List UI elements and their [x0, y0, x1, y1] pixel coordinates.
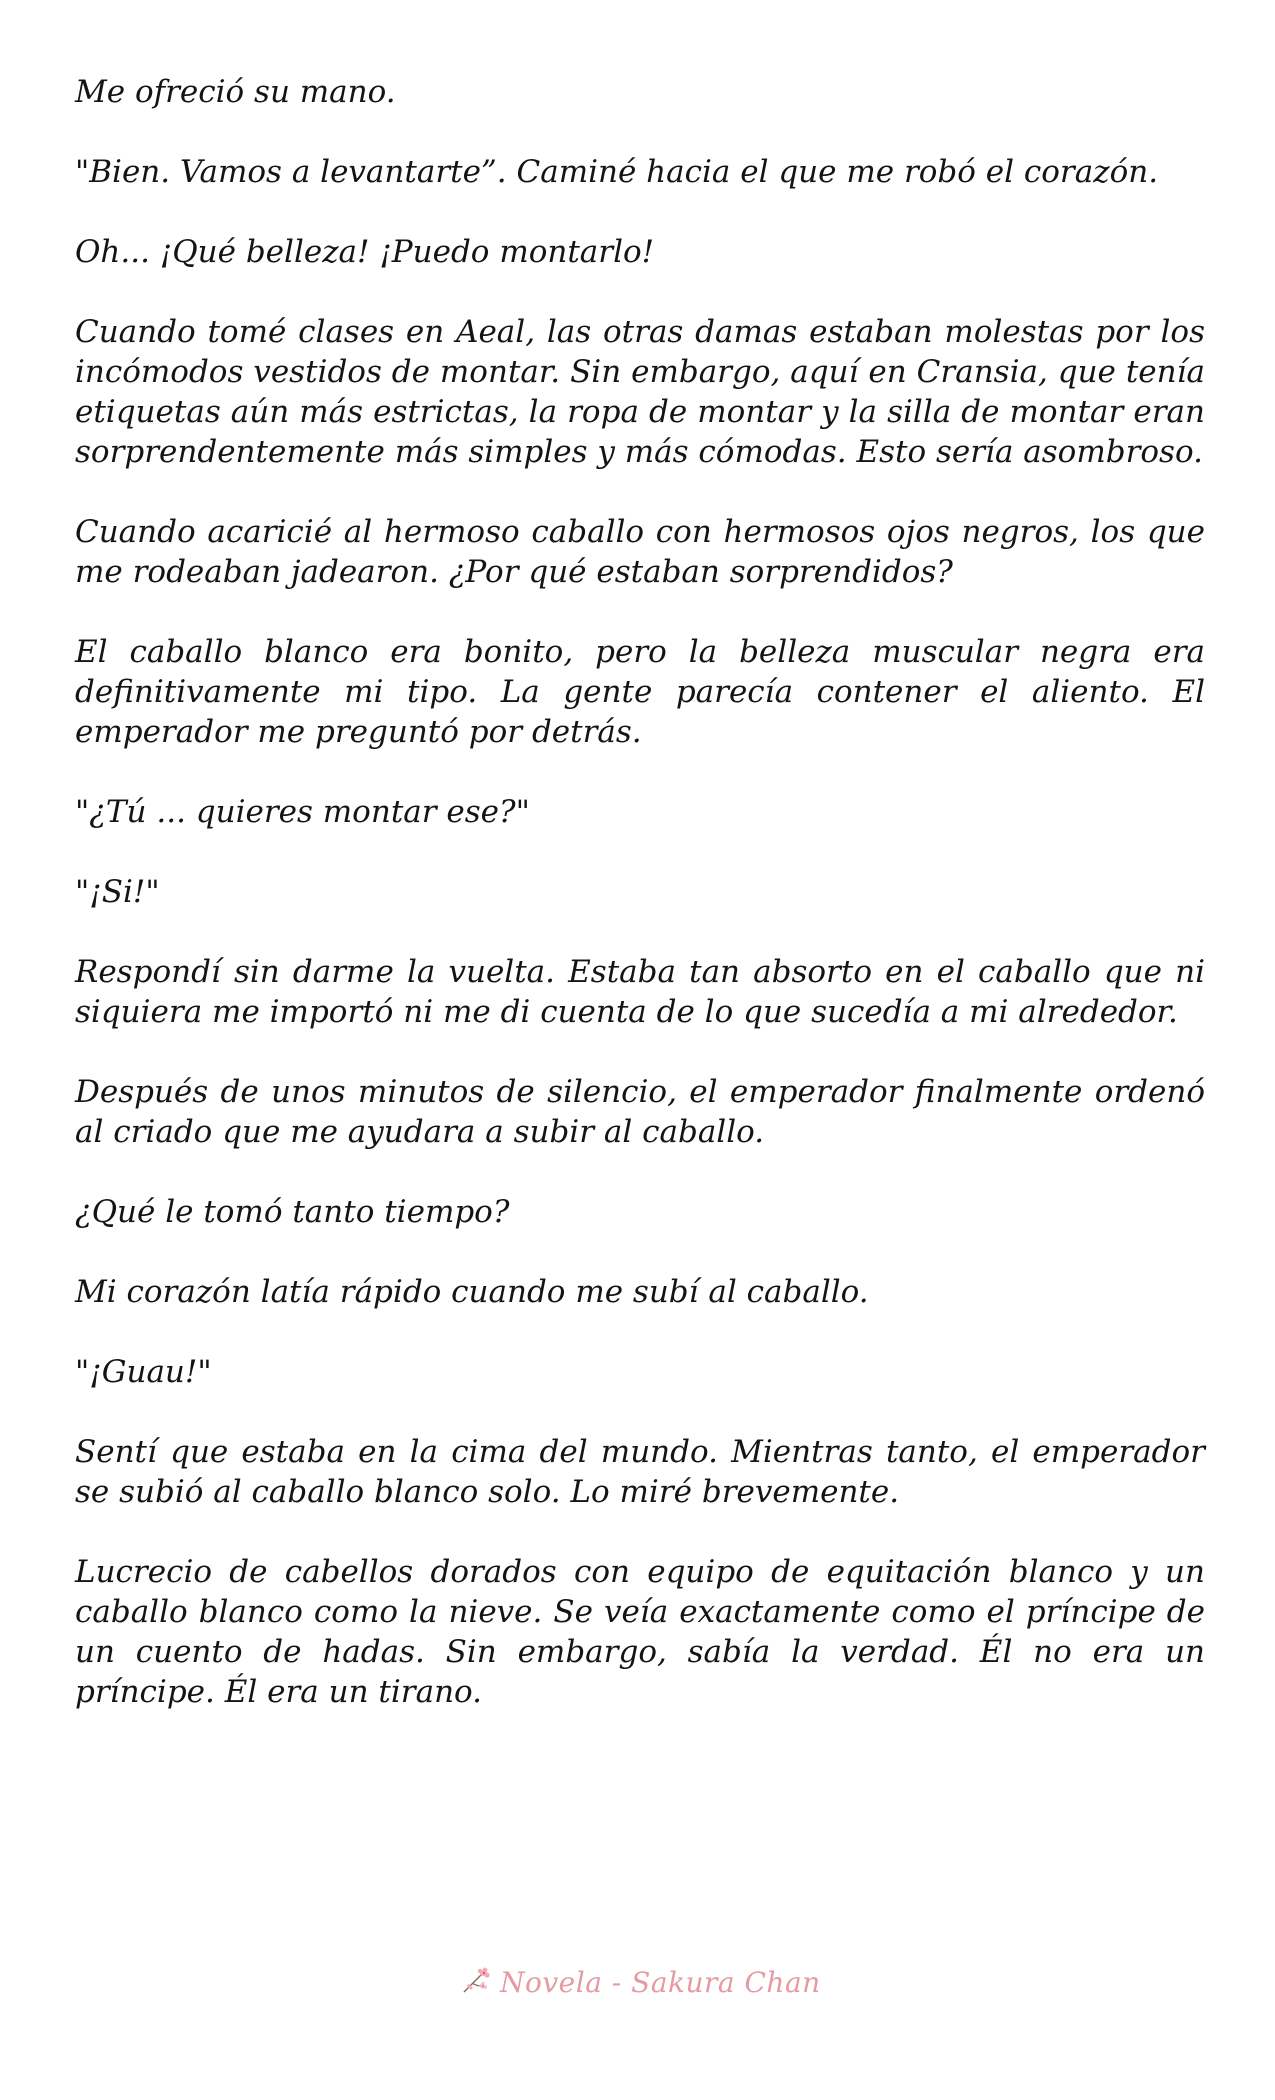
paragraph: El caballo blanco era bonito, pero la belleza muscular negra era definitivamente mi tipo. La gente parecía contener el aliento. El emperador me preguntó por detrás.: [75, 634, 1205, 750]
paragraph: ¿Qué le tomó tanto tiempo?: [75, 1194, 510, 1230]
paragraph: Sentí que estaba en la cima del mundo. Mientras tanto, el emperador se subió al caballo blanco solo. Lo miré brevemente.: [75, 1434, 1205, 1510]
sakura-flower-icon: [460, 1966, 494, 1998]
paragraph: Después de unos minutos de silencio, el emperador finalmente ordenó al criado que me ayudara a subir al caballo.: [75, 1074, 1205, 1150]
paragraph: Cuando acaricié al hermoso caballo con hermosos ojos negros, los que me rodeaban jadearon. ¿Por qué estaban sorprendidos?: [75, 514, 1205, 590]
paragraph: Lucrecio de cabellos dorados con equipo de equitación blanco y un caballo blanco como la nieve. Se veía exactamente como el príncipe de un cuento de hadas. Sin embargo, sabía la verdad. Él no era un príncipe. Él era un tirano.: [75, 1554, 1205, 1710]
paragraph: "Bien. Vamos a levantarte”. Caminé hacia el que me robó el corazón.: [75, 154, 1159, 190]
paragraph: Respondí sin darme la vuelta. Estaba tan absorto en el caballo que ni siquiera me importó ni me di cuenta de lo que sucedía a mi alrededor.: [75, 954, 1205, 1030]
document-body: [75, 72, 1205, 1752]
footer-credit: Novela - Sakura Chan: [500, 1965, 821, 1999]
paragraph: "¿Tú ... quieres montar ese?": [75, 794, 530, 830]
paragraph: Mi corazón latía rápido cuando me subí al caballo.: [75, 1274, 869, 1310]
paragraph: Cuando tomé clases en Aeal, las otras damas estaban molestas por los incómodos vestidos de montar. Sin embargo, aquí en Cransia, que tenía etiquetas aún más estrictas, la ropa de montar y la silla de montar eran sorprendentemente más simples y más cómodas. Esto sería asombroso.: [75, 314, 1205, 470]
paragraph: Me ofreció su mano.: [75, 74, 396, 110]
footer-watermark: [460, 1962, 821, 2002]
paragraph: "¡Guau!": [75, 1354, 212, 1390]
paragraph: "¡Si!": [75, 874, 160, 910]
paragraph: Oh... ¡Qué belleza! ¡Puedo montarlo!: [75, 234, 655, 270]
